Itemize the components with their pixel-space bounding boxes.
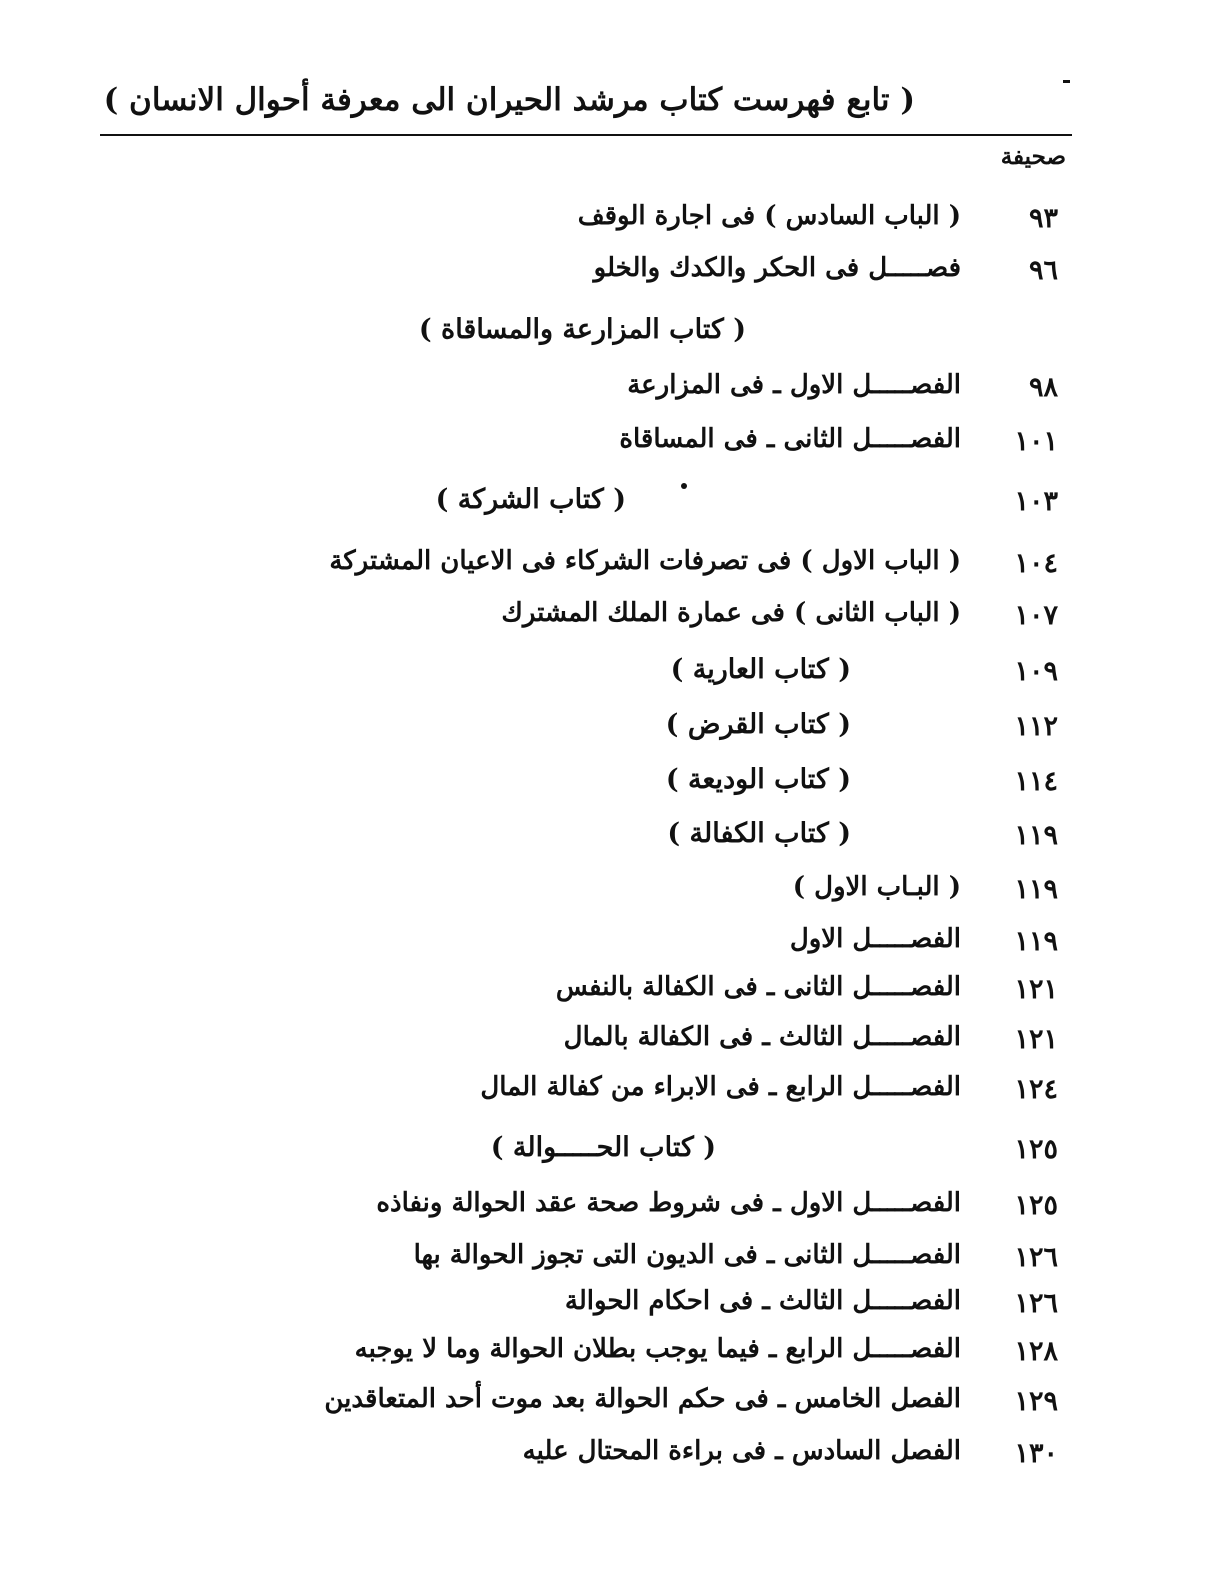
page-header	[100, 78, 1100, 133]
entry-title: ( الباب الثانى ) فى عمارة الملك المشترك	[501, 598, 961, 628]
toc-entry	[0, 592, 1216, 644]
entry-title: الفصل الخامس ـ فى حكم الحوالة بعد موت أحد المتعاقدين	[324, 1384, 961, 1414]
toc-book-heading	[0, 812, 1216, 864]
toc-entry	[0, 866, 1216, 918]
entry-title: الفصـــــل الثالث ـ فى الكفالة بالمال	[563, 1022, 961, 1052]
header-rule	[100, 134, 1072, 136]
book-title: ( كتاب الكفالة )	[667, 818, 851, 849]
toc-entry	[0, 1328, 1216, 1380]
entry-title: ( البـاب الاول )	[792, 872, 961, 902]
page-number: ١٠٧	[1014, 600, 1058, 631]
toc-entry	[0, 1280, 1216, 1332]
toc-entry	[0, 1182, 1216, 1234]
page-number: ١٢١	[1014, 1024, 1058, 1055]
toc-book-heading	[0, 648, 1216, 700]
entry-title: ( الباب السادس ) فى اجارة الوقف	[577, 201, 961, 231]
page-number: ١١٤	[1014, 766, 1058, 797]
toc-entry	[0, 1066, 1216, 1118]
entry-title: الفصل السادس ـ فى براءة المحتال عليه	[522, 1436, 961, 1466]
book-title: ( كتاب المزارعة والمساقاة )	[418, 314, 746, 345]
toc-entry	[0, 195, 1216, 247]
page-number: ١٠١	[1014, 426, 1058, 457]
toc-entry	[0, 1234, 1216, 1286]
toc-entry	[0, 540, 1216, 592]
toc-entry	[0, 364, 1216, 416]
entry-title: الفصـــــل الثانى ـ فى المساقاة	[619, 424, 961, 454]
toc-entry	[0, 918, 1216, 970]
toc-entry	[0, 1016, 1216, 1068]
page-number: ١٠٩	[1014, 656, 1058, 687]
page-number: ١٢٦	[1014, 1242, 1058, 1273]
page-number: ١١٩	[1014, 926, 1058, 957]
entry-title: فصـــــل فى الحكر والكدك والخلو	[593, 253, 961, 283]
page-number: ١٢٤	[1014, 1074, 1058, 1105]
toc-book-heading	[0, 1126, 1216, 1178]
book-title: ( كتاب العارية )	[670, 654, 851, 685]
entry-title: الفصـــــل الرابع ـ فيما يوجب بطلان الحوالة وما لا يوجبه	[354, 1334, 961, 1364]
entry-title: الفصـــــل الثانى ـ فى الديون التى تجوز الحوالة بها	[413, 1240, 961, 1270]
toc-book-heading	[0, 703, 1216, 755]
page-number: ١٢٥	[1014, 1190, 1058, 1221]
toc-book-heading	[0, 758, 1216, 810]
page-number: ١٣٠	[1014, 1438, 1058, 1469]
toc-book-heading	[0, 478, 1216, 530]
entry-title: الفصـــــل الاول ـ فى المزارعة	[627, 370, 961, 400]
page-number: ٩٨	[1028, 372, 1058, 403]
page-number: ١٢٩	[1014, 1386, 1058, 1417]
page-number: ١٢٨	[1014, 1336, 1058, 1367]
toc-entry	[0, 966, 1216, 1018]
book-title: ( كتاب الوديعة )	[665, 764, 851, 795]
page-number: ٩٦	[1028, 255, 1058, 286]
entry-title: الفصـــــل الثانى ـ فى الكفالة بالنفس	[555, 972, 961, 1002]
page-number: ١٢٥	[1014, 1134, 1058, 1165]
page-number: ٩٣	[1028, 203, 1058, 234]
page-column-label: صحيفة	[1000, 143, 1066, 170]
page-title: ( تابع فهرست كتاب مرشد الحيران الى معرفة أحوال الانسان )	[103, 82, 915, 118]
page-number: ١٢٦	[1014, 1288, 1058, 1319]
page-number: ١١٩	[1014, 874, 1058, 905]
book-title: ( كتاب الشركة )	[435, 484, 626, 515]
toc-entry	[0, 1430, 1216, 1482]
toc-entry	[0, 247, 1216, 299]
entry-title: الفصـــــل الثالث ـ فى احكام الحوالة	[564, 1286, 961, 1316]
page-number: ١٠٤	[1014, 548, 1058, 579]
page-number: ١٠٣	[1014, 486, 1058, 517]
page-number: ١٢١	[1014, 974, 1058, 1005]
toc-book-heading	[0, 308, 1216, 360]
entry-title: الفصـــــل الرابع ـ فى الابراء من كفالة المال	[480, 1072, 961, 1102]
toc-entry	[0, 418, 1216, 470]
entry-title: الفصـــــل الاول	[789, 924, 961, 954]
entry-title: ( الباب الاول ) فى تصرفات الشركاء فى الاعيان المشتركة	[329, 546, 961, 576]
entry-title: الفصـــــل الاول ـ فى شروط صحة عقد الحوالة ونفاذه	[376, 1188, 961, 1218]
book-title: ( كتاب القرض )	[665, 709, 851, 740]
book-title: ( كتاب الحـــــوالة )	[490, 1132, 716, 1163]
page-number: ١١٩	[1014, 820, 1058, 851]
toc-entry	[0, 1378, 1216, 1430]
page-number: ١١٢	[1014, 711, 1058, 742]
